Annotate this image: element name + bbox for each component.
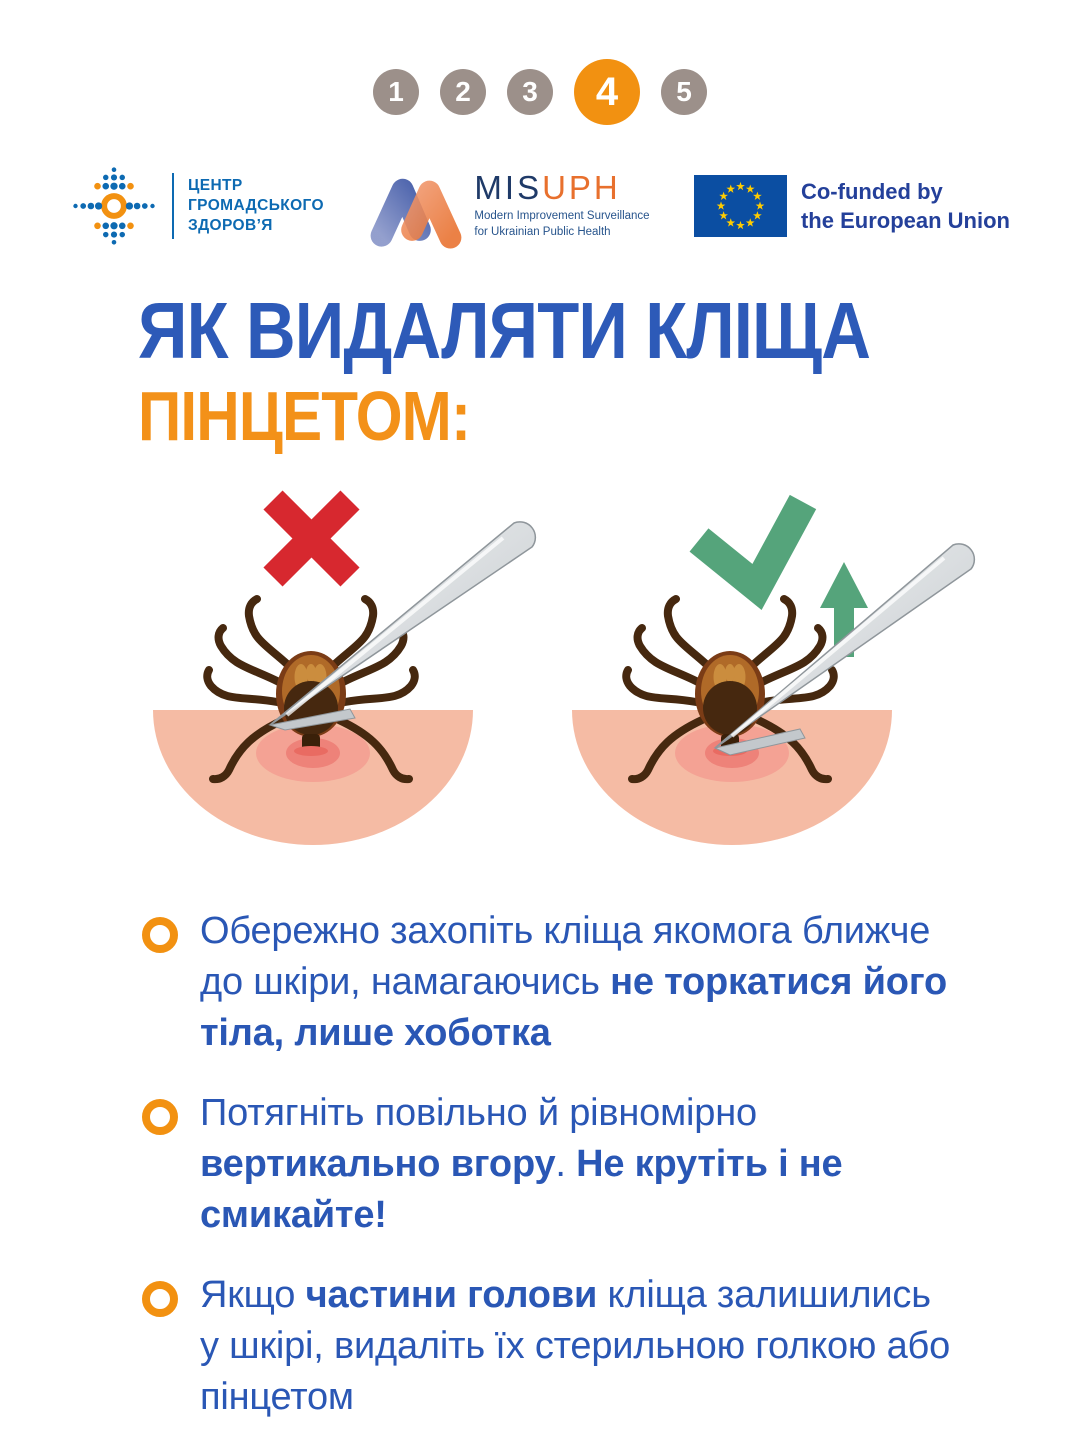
misuph-tagline (474, 209, 649, 240)
phc-line-1: ЦЕНТР (188, 176, 243, 194)
eu-text-line-2: the European Union (800, 208, 1010, 233)
misuph-mark-icon (368, 163, 464, 249)
pagination-dot-1[interactable]: 1 (373, 69, 419, 115)
pagination (0, 56, 1080, 128)
bullet-item-1 (142, 906, 954, 1059)
misuph-logo (368, 163, 649, 249)
pagination-dot-2[interactable]: 2 (440, 69, 486, 115)
eu-flag-icon (694, 175, 787, 237)
bullet-list (142, 906, 954, 1440)
wrong-method-illustration (145, 478, 565, 873)
phc-logo-text (188, 176, 324, 236)
bullet-text: Якщо частини голови кліща залишились у шкірі, видаліть їх стерильною голкою або пінцетом (200, 1274, 951, 1418)
phc-divider (172, 173, 174, 239)
bullet-marker-icon (142, 917, 178, 953)
eu-funding-text (801, 177, 1010, 235)
bullet-marker-icon (142, 1099, 178, 1135)
phc-line-3: ЗДОРОВ’Я (188, 217, 273, 235)
cross-icon (273, 500, 350, 577)
bullet-text: Обережно захопіть кліща якомога ближче до шкіри, намагаючись не торкатися його тіла, лише хоботка (200, 910, 947, 1054)
phc-logo (70, 162, 324, 250)
misuph-tagline-1: Modern Improvement Surveillance (474, 210, 650, 223)
phc-line-2: ГРОМАДСЬКОГО (188, 196, 324, 214)
bullet-text: Потягніть повільно й рівномірно вертикально вгору. Не крутіть і не смикайте! (200, 1092, 843, 1236)
title-line-2: ПІНЦЕТОМ: (138, 376, 471, 455)
bullet-item-2 (142, 1088, 954, 1241)
misuph-text (474, 171, 649, 240)
pagination-dot-3[interactable]: 3 (507, 69, 553, 115)
logo-bar (70, 150, 1010, 262)
pagination-dot-4-active[interactable]: 4 (574, 59, 640, 125)
misuph-wordmark-mis: MIS (474, 169, 543, 207)
misuph-wordmark (474, 169, 649, 207)
bullet-item-3 (142, 1270, 954, 1423)
pagination-dot-5[interactable]: 5 (661, 69, 707, 115)
title-line-1: ЯК ВИДАЛЯТИ КЛІЩА (138, 286, 871, 375)
misuph-tagline-2: for Ukrainian Public Health (474, 226, 611, 238)
page-title (138, 286, 871, 455)
eu-logo (694, 175, 1010, 237)
correct-method-illustration (562, 478, 987, 873)
bullet-marker-icon (142, 1281, 178, 1317)
misuph-wordmark-uph: UPH (542, 169, 621, 207)
phc-dots-icon (70, 162, 158, 250)
check-icon (699, 502, 803, 587)
eu-text-line-1: Co-funded by (800, 178, 943, 204)
